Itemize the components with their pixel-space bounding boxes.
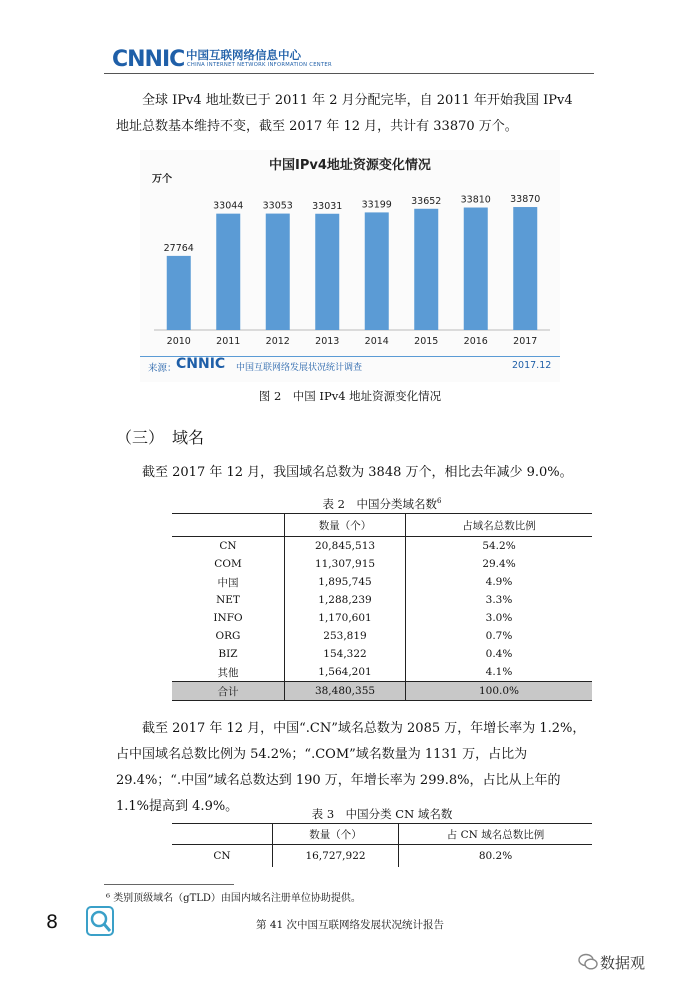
footnote: ⁶ 类别顶级域名（gTLD）由国内域名注册单位协助提供。: [106, 893, 361, 904]
table-cell: 3.0%: [485, 612, 513, 624]
chart-source-date: 2017.12: [512, 360, 552, 371]
paragraph-domain-text: 截至 2017 年 12 月，我国域名总数为 3848 万个，相比去年减少 9.0%。: [142, 465, 573, 480]
chart-data-label: 33199: [361, 199, 392, 211]
table-cell: COM: [172, 555, 285, 573]
table-cell: 11,307,915: [285, 555, 406, 573]
chart-svg: [140, 150, 560, 382]
chart-x-tick-label: 2010: [166, 336, 191, 347]
paragraph-cn-domain: [116, 716, 586, 820]
table-cell: BIZ: [172, 645, 285, 663]
table-cell: 253,819: [285, 627, 406, 645]
chart-x-tick-label: 2011: [216, 336, 241, 347]
table-cell: 4.1%: [485, 666, 513, 678]
wechat-icon: [578, 953, 598, 975]
chart-x-tick-label: 2014: [364, 336, 389, 347]
table-row: [172, 573, 592, 591]
table-cell: 29.4%: [482, 558, 516, 570]
table-cell: NET: [172, 591, 285, 609]
table-cell: 1,895,745: [285, 573, 406, 591]
paragraph-cn-domain-text: 截至 2017 年 12 月，中国“.CN”域名总数为 2085 万，年增长率为 1.2%，占中国域名总数比例为 54.2%；“.COM”域名数量为 1131 万，占比为 29.4%；“.中国”域名总数达到 190 万，年增长率为 299.8%，占比从上年的 1.1%提高到 4.9%。: [116, 721, 586, 814]
chart-y-unit: 万个: [152, 174, 172, 185]
table-cell: 1,564,201: [285, 663, 406, 682]
table-header-cell: [172, 824, 273, 845]
table-row: [172, 591, 592, 609]
chart-bar: [167, 256, 191, 330]
chart-x-tick-label: 2016: [463, 336, 488, 347]
chart-bar: [513, 207, 537, 330]
table-total-row: [172, 682, 592, 701]
table3-caption: 表 3 中国分类 CN 域名数: [311, 807, 453, 821]
cnnic-logo: CNNIC: [112, 47, 185, 72]
table-cn-categories: [172, 823, 592, 867]
table-cell: 16,727,922: [273, 845, 399, 868]
table-header-cell: 数量（个）: [285, 514, 406, 537]
table-header-cell: [172, 514, 285, 537]
table-cell: 合计: [172, 682, 285, 701]
chart-title: 中国IPv4地址资源变化情况: [269, 158, 431, 173]
table-domain-categories: [172, 513, 592, 701]
chart-data-label: 33810: [460, 194, 491, 206]
figure-caption: 图 2 中国 IPv4 地址资源变化情况: [258, 389, 442, 403]
table-cell: 1,288,239: [285, 591, 406, 609]
table-row: [172, 663, 592, 682]
paragraph-domain: [116, 460, 576, 486]
table2-caption: [172, 496, 592, 512]
table-cell: 4.9%: [485, 576, 513, 588]
org-name-en: CHINA INTERNET NETWORK INFORMATION CENTER: [187, 62, 332, 68]
chart-data-label: 33053: [262, 200, 293, 212]
paragraph-ipv4-text: 全球 IPv4 地址数已于 2011 年 2 月分配完毕，自 2011 年开始我国 IPv4 地址总数基本维持不变，截至 2017 年 12 月，共计有 33870 万个。: [116, 93, 573, 134]
table-row: [172, 645, 592, 663]
org-name-cn: 中国互联网络信息中心: [186, 48, 301, 62]
table-header-row: [172, 824, 592, 845]
table-cell: CN: [172, 845, 273, 868]
table-cell: 0.7%: [485, 630, 513, 642]
table-row: [172, 845, 592, 868]
table-cell: 100.0%: [406, 682, 593, 701]
table-header-row: [172, 514, 592, 537]
table-row: [172, 609, 592, 627]
table-cell: 中国: [172, 573, 285, 591]
chart-x-tick-label: 2013: [315, 336, 340, 347]
table2-caption-text: 表 2 中国分类域名数: [322, 497, 437, 511]
table-cell: CN: [172, 537, 285, 556]
magnifier-logo-icon: [86, 906, 114, 940]
table-row: [172, 627, 592, 645]
chart-bar: [315, 214, 339, 330]
chart-bar: [266, 214, 290, 330]
footer-report-title: 第 41 次中国互联网络发展状况统计报告: [256, 919, 445, 931]
table-cell: 0.4%: [485, 648, 513, 660]
chart-bar: [216, 214, 240, 330]
table-cell: 1,170,601: [285, 609, 406, 627]
chart-x-tick-label: 2012: [265, 336, 290, 347]
table-row: [172, 537, 592, 556]
table-header-cell: 占域名总数比例: [406, 514, 593, 537]
paragraph-ipv4: [116, 88, 576, 140]
table-cell: 其他: [172, 663, 285, 682]
ipv4-bar-chart: [140, 150, 560, 382]
chart-x-tick-label: 2017: [513, 336, 538, 347]
table-cell: 154,322: [285, 645, 406, 663]
table-cell: 54.2%: [482, 540, 516, 552]
table-cell: 80.2%: [478, 850, 513, 862]
chart-bar: [464, 208, 488, 330]
page-number: 8: [46, 911, 59, 933]
watermark-account: 数据观: [600, 954, 646, 972]
chart-data-label: 33044: [213, 200, 244, 212]
chart-source-logo: CNNIC: [176, 356, 226, 372]
table-cell: 3.3%: [485, 594, 513, 606]
chart-bar: [414, 209, 438, 330]
chart-data-label: 33031: [312, 200, 343, 212]
section-title: （三） 域名: [116, 428, 205, 447]
header-rule: [104, 73, 594, 74]
chart-source-label: 来源：: [148, 363, 177, 374]
table-header-cell: 占 CN 域名总数比例: [399, 824, 593, 845]
table-cell: 38,480,355: [285, 682, 406, 701]
table2-footnote-mark: 6: [437, 497, 442, 506]
chart-bar: [365, 212, 389, 330]
table-header-cell: 数量（个）: [273, 824, 399, 845]
table-row: [172, 555, 592, 573]
table-cell: ORG: [172, 627, 285, 645]
chart-x-tick-label: 2015: [414, 336, 439, 347]
chart-data-label: 27764: [163, 242, 194, 254]
table-cell: INFO: [172, 609, 285, 627]
footnote-rule: [104, 884, 234, 885]
chart-data-label: 33652: [411, 195, 442, 207]
chart-source-text: 中国互联网络发展状况统计调查: [236, 363, 363, 373]
table-cell: 20,845,513: [285, 537, 406, 556]
chart-data-label: 33870: [510, 194, 541, 206]
